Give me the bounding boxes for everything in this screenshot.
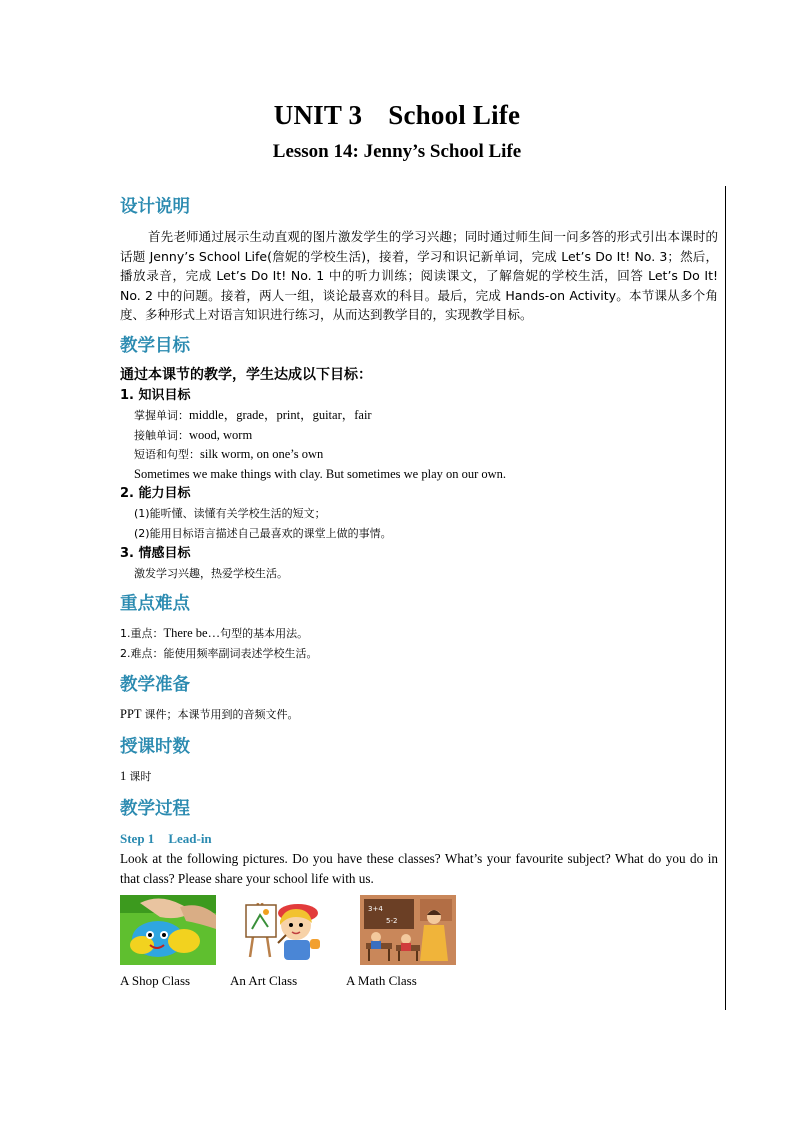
objectives-lead: 通过本课节的教学，学生达成以下目标： [120, 366, 372, 383]
knowledge-heading: 1. 知识目标 [120, 387, 191, 403]
step-1-heading [120, 829, 718, 849]
key-point-pattern: There be… [163, 626, 221, 641]
prep-heading: 教学准备 [120, 675, 190, 696]
svg-text:5-2: 5-2 [386, 916, 398, 925]
emotion-heading: 3. 情感目标 [120, 545, 191, 561]
math-class-image [360, 895, 456, 965]
prep-ppt: PPT [120, 707, 142, 722]
ability-heading: 2. 能力目标 [120, 486, 191, 502]
contact-words-line [120, 426, 718, 446]
unit-name: School Life [388, 100, 521, 130]
caption-math-class: A Math Class [346, 972, 417, 988]
key-point-line [120, 624, 718, 644]
sentence-line: Sometimes we make things with clay. But sometimes we play on our own. [134, 466, 507, 481]
master-words-label: 掌握单词： [134, 408, 189, 422]
margin-rule [725, 186, 726, 1010]
master-words: middle，grade，print，guitar，fair [189, 407, 372, 422]
step-name: Lead-in [168, 830, 212, 846]
ability-item: (2)能用目标语言描述自己最喜欢的课堂上做的事情。 [134, 526, 392, 540]
hours-number: 1 [120, 768, 127, 783]
contact-words: wood, worm [189, 427, 253, 442]
art-class-image [240, 895, 336, 965]
emotion-text: 激发学习兴趣，热爱学校生活。 [134, 566, 288, 580]
unit-number: UNIT 3 [273, 100, 363, 130]
master-words-line [120, 406, 718, 426]
prep-line [120, 705, 718, 725]
hours-unit: 课时 [129, 769, 152, 783]
key-point-text: 句型的基本用法。 [220, 627, 309, 641]
ability-item: (1)能听懂、读懂有关学校生活的短文； [134, 507, 326, 521]
phrases-label: 短语和句型： [134, 448, 200, 462]
prep-text: 课件；本课节用到的音频文件。 [144, 708, 299, 722]
step-1-text: Look at the following pictures. Do you have these classes? What’s your favourite subject? What do you do in that class? Please share your school life with us. [120, 850, 718, 886]
key-points-heading: 重点难点 [120, 594, 190, 615]
process-heading: 教学过程 [120, 798, 190, 819]
lesson-title: Lesson 14: Jenny’s School Life [272, 141, 522, 162]
hours-line [120, 767, 718, 787]
phrases-line [120, 445, 718, 465]
svg-text:3+4: 3+4 [368, 904, 383, 913]
design-heading: 设计说明 [120, 197, 190, 217]
contact-words-label: 接触单词： [134, 428, 189, 442]
design-text: 首先老师通过展示生动直观的图片激发学生的学习兴趣；同时通过师生间一问多答的形式引出本课时的话题 Jenny’s School Life(詹妮的学校生活)，接着，学习和识记新单词，完成 Let’s Do It! No. 3；然后，播放录音，完成 Let’s Do It! No. 1 中的听力训练；阅读课文，了解詹妮的学校生活，回答 Let’s Do It! No. 2 中的问题。接着，两人一组，谈论最喜欢的科目。最后，完成 Hands-on Activity。本节课从多个角度、多种形式上对语言知识进行练习，从而达到教学目的，实现教学目标。 [120, 229, 718, 323]
picture-captions [120, 973, 718, 989]
unit-title [0, 100, 794, 131]
step-number: Step 1 [120, 830, 155, 846]
difficulty-line [120, 644, 718, 664]
key-point-prefix: 1.重点： [120, 627, 164, 641]
difficulty-text: 能使用频率副词表述学校生活。 [163, 646, 318, 660]
shop-class-image [120, 895, 216, 965]
caption-art-class: An Art Class [230, 972, 298, 988]
objectives-heading: 教学目标 [120, 335, 190, 356]
difficulty-prefix: 2.难点： [120, 646, 164, 660]
class-pictures [120, 895, 718, 965]
phrases: silk worm, on one’s own [200, 447, 324, 462]
caption-shop-class: A Shop Class [120, 972, 191, 988]
lesson-content [120, 195, 718, 989]
hours-heading: 授课时数 [120, 736, 190, 757]
